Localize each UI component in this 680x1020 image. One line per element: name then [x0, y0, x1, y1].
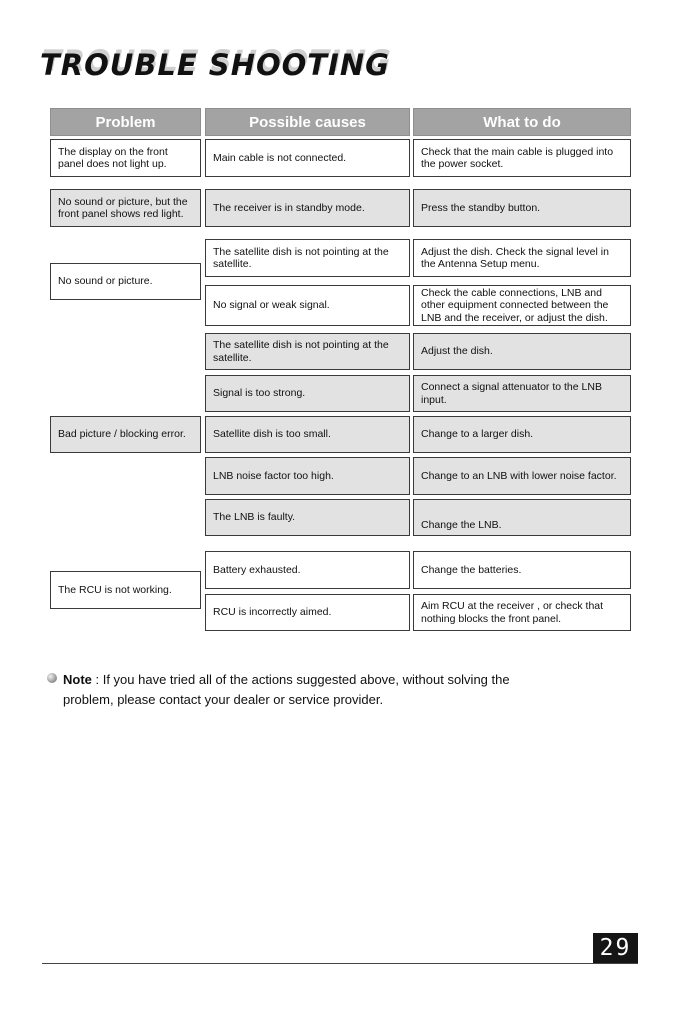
problem-text: No sound or picture, but the front panel shows red light. [58, 195, 188, 220]
cause-text: The receiver is in standby mode. [213, 201, 365, 214]
problem-cell [50, 571, 201, 609]
problem-text: No sound or picture. [58, 275, 153, 288]
action-cell [413, 333, 631, 370]
problem-text: The display on the front panel does not light up. [58, 145, 168, 170]
problem-text: Bad picture / blocking error. [58, 428, 186, 441]
action-text: Connect a signal attenuator to the LNB input. [421, 381, 602, 406]
action-cell [413, 239, 631, 277]
cause-text: Main cable is not connected. [213, 151, 347, 164]
bullet-icon [47, 673, 57, 683]
action-text: Change to an LNB with lower noise factor. [421, 469, 617, 482]
problem-cell [50, 416, 201, 453]
problem-cell [50, 189, 201, 227]
cause-cell [205, 333, 410, 370]
header-what-to-do: What to do [413, 108, 631, 136]
page-number: 29 [593, 933, 638, 963]
note-line-2 [48, 690, 608, 710]
cause-text: RCU is incorrectly aimed. [213, 606, 332, 619]
cause-text: Battery exhausted. [213, 563, 301, 576]
action-cell [413, 285, 631, 326]
cause-cell [205, 285, 410, 326]
note-text-1: : If you have tried all of the actions suggested above, without solving the [91, 672, 510, 687]
cause-text: The LNB is faulty. [213, 511, 296, 524]
problem-cell [50, 263, 201, 300]
note-text-2: problem, please contact your dealer or service provider. [63, 692, 384, 707]
cause-text: Satellite dish is too small. [213, 428, 331, 441]
note [48, 670, 608, 710]
action-cell [413, 375, 631, 412]
action-text: Change the batteries. [421, 563, 522, 576]
action-text: Check the cable connections, LNB and other equipment connected between the LNB and the receiver, or adjust the dish. [421, 286, 609, 324]
page-title: TROUBLE SHOOTING [40, 48, 390, 82]
cause-cell [205, 375, 410, 412]
note-label: Note [63, 672, 92, 687]
action-cell [413, 189, 631, 227]
cause-cell [205, 551, 410, 589]
action-text: Check that the main cable is plugged into the power socket. [421, 145, 614, 170]
footer-divider [42, 963, 638, 964]
cause-text: Signal is too strong. [213, 387, 306, 400]
action-cell [413, 499, 631, 536]
action-cell [413, 594, 631, 631]
action-text: Press the standby button. [421, 201, 541, 214]
header-possible-causes: Possible causes [205, 108, 410, 136]
action-text: Change the LNB. [421, 518, 502, 531]
cause-text: No signal or weak signal. [213, 299, 330, 312]
cause-cell [205, 189, 410, 227]
problem-text: The RCU is not working. [58, 583, 172, 596]
action-cell [413, 457, 631, 495]
cause-cell [205, 499, 410, 536]
cause-text: The satellite dish is not pointing at the satellite. [213, 245, 389, 270]
cause-cell [205, 239, 410, 277]
action-cell [413, 139, 631, 177]
action-cell [413, 551, 631, 589]
action-text: Change to a larger dish. [421, 428, 534, 441]
cause-text: LNB noise factor too high. [213, 469, 334, 482]
action-cell [413, 416, 631, 453]
cause-text: The satellite dish is not pointing at the satellite. [213, 339, 389, 364]
action-text: Adjust the dish. Check the signal level in the Antenna Setup menu. [421, 245, 609, 270]
action-text: Aim RCU at the receiver , or check that nothing blocks the front panel. [421, 600, 604, 625]
cause-cell [205, 457, 410, 495]
cause-cell [205, 139, 410, 177]
problem-cell [50, 139, 201, 177]
header-problem: Problem [50, 108, 201, 136]
cause-cell [205, 594, 410, 631]
cause-cell [205, 416, 410, 453]
note-line-1 [48, 670, 608, 690]
action-text: Adjust the dish. [421, 345, 493, 358]
